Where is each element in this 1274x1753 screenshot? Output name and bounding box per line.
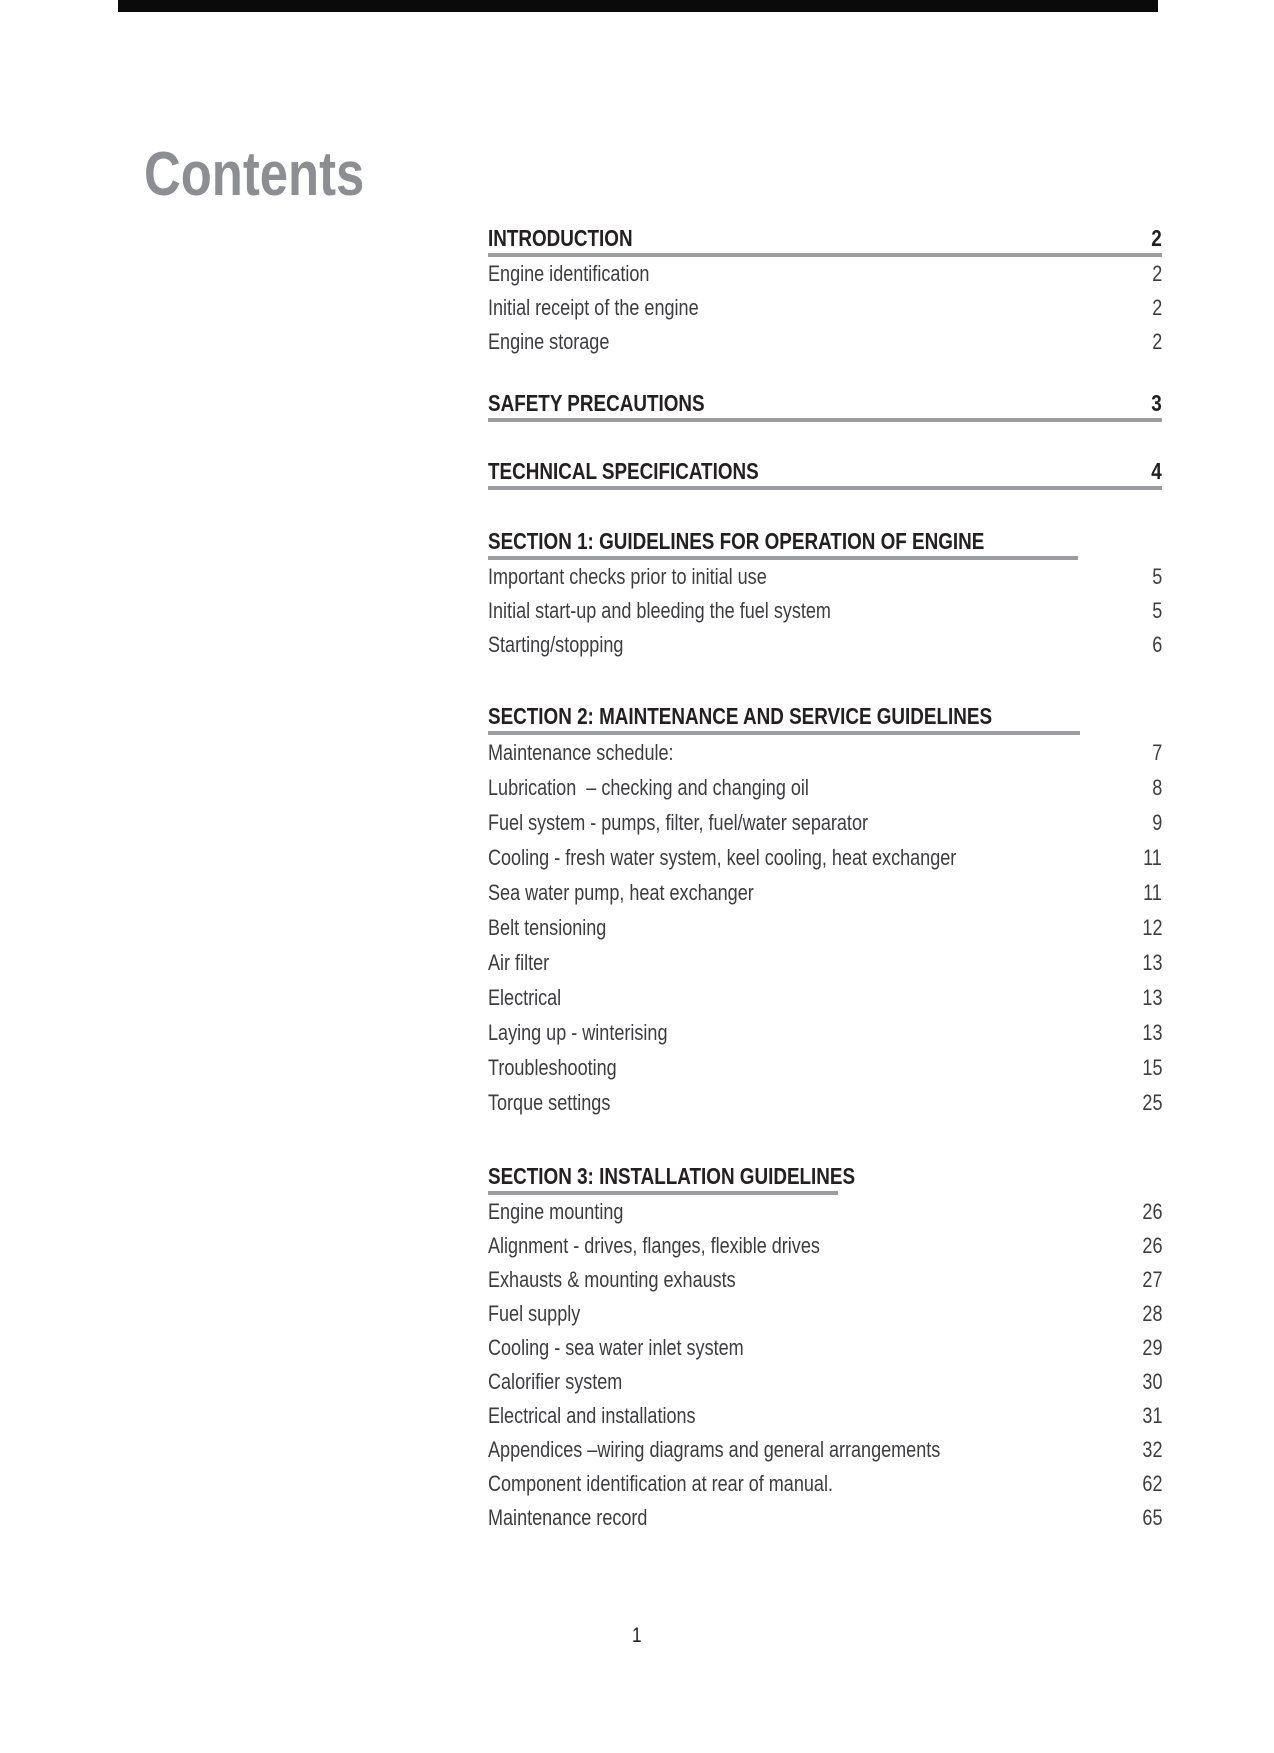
toc-item (488, 980, 1162, 1015)
toc-item-page-number: 2 (1151, 261, 1162, 286)
toc-section-heading (488, 391, 1162, 415)
toc-item-label: Troubleshooting (488, 1055, 617, 1080)
toc-item-label: Electrical and installations (488, 1403, 696, 1428)
toc-item-page-number: 2 (1151, 295, 1162, 320)
toc-item (488, 735, 1162, 770)
toc-item (488, 1365, 1162, 1399)
toc-item-label: Fuel system - pumps, filter, fuel/water separator (488, 810, 868, 835)
toc-item-label: Component identification at rear of manual. (488, 1471, 833, 1496)
toc-section (488, 226, 1162, 359)
toc-heading-label: SECTION 1: GUIDELINES FOR OPERATION OF ENGINE (488, 528, 985, 554)
toc-heading-label: SECTION 2: MAINTENANCE AND SERVICE GUIDELINES (488, 703, 993, 729)
page-title (144, 139, 413, 209)
toc-item-page-number: 32 (1141, 1437, 1162, 1462)
toc-item-page-number: 15 (1141, 1055, 1162, 1080)
toc-item-page-number: 11 (1143, 880, 1162, 905)
toc-item-page-number: 6 (1151, 632, 1162, 657)
toc-section (488, 391, 1162, 422)
toc-item-label: Engine identification (488, 261, 650, 286)
page-title-text: Contents (144, 139, 365, 209)
toc-item (488, 594, 1162, 628)
toc-item-page-number: 29 (1141, 1335, 1162, 1360)
toc-item-page-number: 25 (1141, 1090, 1162, 1115)
toc-heading-label: INTRODUCTION (488, 225, 633, 251)
footer (0, 1622, 1274, 1650)
toc-item-label: Important checks prior to initial use (488, 564, 767, 589)
toc-item (488, 628, 1162, 662)
top-black-bar (118, 0, 1158, 12)
toc-item-page-number: 7 (1151, 740, 1162, 765)
toc-item-page-number: 12 (1141, 915, 1162, 940)
toc-item (488, 1467, 1162, 1501)
toc-item-label: Exhausts & mounting exhausts (488, 1267, 736, 1292)
toc-item-label: Electrical (488, 985, 562, 1010)
toc-item (488, 1399, 1162, 1433)
toc-heading-label: TECHNICAL SPECIFICATIONS (488, 458, 759, 484)
toc-item (488, 257, 1162, 291)
toc-item-label: Cooling - fresh water system, keel cooling, heat exchanger (488, 845, 957, 870)
toc-section-heading (488, 704, 1162, 728)
toc-item (488, 1331, 1162, 1365)
toc-item (488, 875, 1162, 910)
toc-heading-label: SECTION 3: INSTALLATION GUIDELINES (488, 1163, 856, 1189)
toc-item (488, 325, 1162, 359)
toc-section (488, 529, 1162, 662)
toc-section-heading (488, 529, 1162, 553)
toc-item-page-number: 5 (1151, 598, 1162, 623)
toc-item-page-number: 8 (1151, 775, 1162, 800)
toc-item-label: Maintenance schedule: (488, 740, 674, 765)
page-number-footer: 1 (632, 1624, 642, 1647)
toc-item-label: Alignment - drives, flanges, flexible drives (488, 1233, 820, 1258)
toc-item-label: Engine storage (488, 329, 610, 354)
toc-item-page-number: 11 (1143, 845, 1162, 870)
toc-section (488, 459, 1162, 490)
heading-rule (488, 486, 1162, 490)
toc-item-label: Engine mounting (488, 1199, 624, 1224)
toc-item (488, 1433, 1162, 1467)
toc-item (488, 840, 1162, 875)
toc-section-heading (488, 459, 1162, 483)
toc-item-page-number: 5 (1151, 564, 1162, 589)
toc-item (488, 1085, 1162, 1120)
toc-item-label: Fuel supply (488, 1301, 581, 1326)
toc-item-label: Appendices –wiring diagrams and general arrangements (488, 1437, 941, 1462)
toc-item-page-number: 65 (1141, 1505, 1162, 1530)
toc-item (488, 1195, 1162, 1229)
toc (488, 226, 1162, 1535)
toc-item (488, 1297, 1162, 1331)
toc-item (488, 291, 1162, 325)
toc-item (488, 1015, 1162, 1050)
toc-item (488, 805, 1162, 840)
toc-item-label: Air filter (488, 950, 550, 975)
toc-item-page-number: 28 (1141, 1301, 1162, 1326)
toc-section-heading (488, 1164, 1162, 1188)
toc-item (488, 910, 1162, 945)
toc-heading-page-number: 4 (1151, 458, 1162, 484)
toc-section (488, 704, 1162, 1120)
toc-item-page-number: 30 (1141, 1369, 1162, 1394)
toc-item (488, 1050, 1162, 1085)
heading-rule (488, 418, 1162, 422)
toc-item-page-number: 62 (1141, 1471, 1162, 1496)
toc-item-label: Maintenance record (488, 1505, 648, 1530)
toc-item-page-number: 9 (1151, 810, 1162, 835)
toc-item-page-number: 13 (1141, 950, 1162, 975)
toc-item-page-number: 13 (1141, 1020, 1162, 1045)
toc-item-label: Sea water pump, heat exchanger (488, 880, 754, 905)
toc-item (488, 1229, 1162, 1263)
toc-item (488, 770, 1162, 805)
toc-heading-page-number: 2 (1151, 225, 1162, 251)
toc-item-page-number: 26 (1141, 1199, 1162, 1224)
toc-item-page-number: 31 (1141, 1403, 1162, 1428)
toc-heading-page-number: 3 (1151, 390, 1162, 416)
toc-item (488, 1501, 1162, 1535)
toc-item-label: Belt tensioning (488, 915, 607, 940)
toc-section-heading (488, 226, 1162, 250)
toc-item (488, 560, 1162, 594)
toc-item-label: Starting/stopping (488, 632, 624, 657)
toc-item-page-number: 27 (1141, 1267, 1162, 1292)
toc-item-label: Lubrication – checking and changing oil (488, 775, 809, 800)
toc-item-label: Cooling - sea water inlet system (488, 1335, 744, 1360)
toc-item-page-number: 13 (1141, 985, 1162, 1010)
toc-section (488, 1164, 1162, 1535)
toc-item-page-number: 2 (1151, 329, 1162, 354)
toc-item-label: Initial start-up and bleeding the fuel system (488, 598, 831, 623)
toc-heading-label: SAFETY PRECAUTIONS (488, 390, 705, 416)
toc-item-page-number: 26 (1141, 1233, 1162, 1258)
toc-item-label: Torque settings (488, 1090, 611, 1115)
toc-item (488, 1263, 1162, 1297)
toc-item-label: Calorifier system (488, 1369, 623, 1394)
toc-item (488, 945, 1162, 980)
toc-item-label: Laying up - winterising (488, 1020, 668, 1045)
toc-item-label: Initial receipt of the engine (488, 295, 699, 320)
